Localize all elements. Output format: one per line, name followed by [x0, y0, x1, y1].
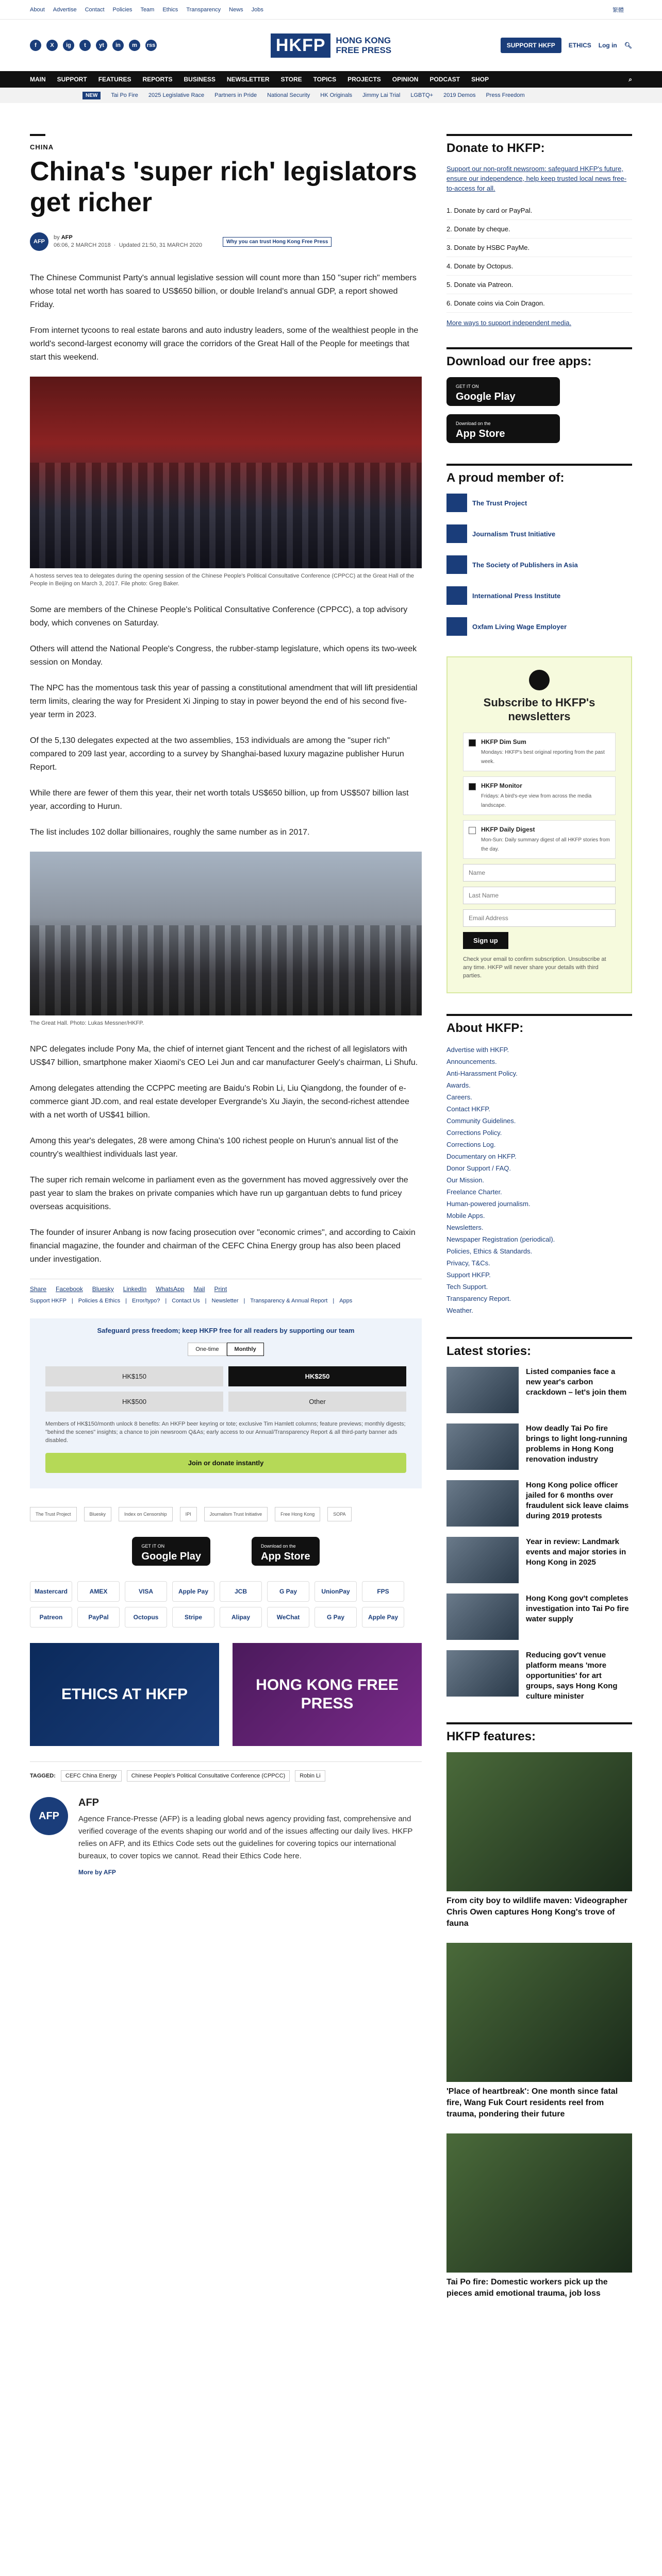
feature-image[interactable] — [446, 1943, 632, 2082]
latest-heading: Latest stories: — [446, 1337, 632, 1359]
latest-story[interactable]: Year in review: Landmark events and major stories in Hong Kong in 2025 — [446, 1537, 632, 1583]
nav-features[interactable]: FEATURES — [98, 76, 131, 83]
footer-link[interactable]: Transparency & Annual Report — [250, 1298, 328, 1304]
top-utility-bar — [0, 0, 662, 20]
mastodon-icon[interactable]: m — [129, 40, 140, 51]
share-whatsapp[interactable]: WhatsApp — [156, 1285, 185, 1293]
article-photo-great-hall — [30, 852, 422, 1015]
tags-label: TAGGED: — [30, 1773, 56, 1779]
about-link[interactable]: Documentary on HKFP. — [446, 1153, 517, 1160]
donation-widget — [30, 1318, 422, 1488]
about-link[interactable]: Careers. — [446, 1093, 472, 1101]
badge[interactable]: SOPA — [327, 1507, 351, 1521]
trending-item[interactable]: National Security — [267, 92, 310, 98]
sidebar-app-store-button[interactable]: Download on the App Store — [446, 414, 560, 443]
about-link[interactable]: Weather. — [446, 1307, 473, 1314]
checkbox[interactable] — [469, 783, 476, 790]
share-bluesky[interactable]: Bluesky — [92, 1285, 114, 1293]
author-box-bio: Agence France-Presse (AFP) is a leading global news agency providing fast, comprehensive and verified coverage of the events shaping our world and of the issues affecting our daily lives. HKFP relies on AFP, and its Ethics Code sets out the guidelines for covering topics our international bureaux, to cover topics we cannot. Read their Ethics Code here. — [78, 1815, 413, 1860]
payment-paypal-icon[interactable]: PayPal — [77, 1607, 120, 1628]
partner-badges — [30, 1507, 422, 1521]
facebook-icon[interactable]: f — [30, 40, 41, 51]
trending-item[interactable]: Press Freedom — [486, 92, 525, 98]
google-play-button[interactable]: GET IT ON Google Play — [132, 1537, 210, 1566]
tag[interactable]: Robin Li — [295, 1770, 325, 1782]
about-link[interactable]: Support HKFP. — [446, 1271, 491, 1279]
member-logos — [446, 494, 632, 636]
freq-monthly[interactable]: Monthly — [227, 1343, 264, 1356]
about-link[interactable]: Our Mission. — [446, 1176, 484, 1184]
paragraph: Of the 5,130 delegates expected at the two assemblies, 153 individuals are among the "super rich" compared to 209 last year, according to a survey by Shanghai-based luxury magazine publisher Hurun Report. — [30, 736, 404, 772]
share-bar — [30, 1279, 422, 1293]
x-icon[interactable]: X — [46, 40, 58, 51]
about-link[interactable]: Policies, Ethics & Standards. — [446, 1247, 533, 1255]
apps-heading: Download our free apps: — [446, 347, 632, 369]
newsletter-note: Check your email to confirm subscription. Unsubscribe at any time. HKFP will never share your details with third parties. — [463, 956, 606, 979]
donation-headline[interactable]: Safeguard press freedom; keep HKFP free for all readers by supporting our team — [97, 1327, 355, 1334]
nav-topics[interactable]: TOPICS — [313, 76, 337, 83]
latest-story[interactable]: Hong Kong police officer jailed for 6 months over fraudulent sick leave claims during 2019 protests — [446, 1480, 632, 1527]
nav-podcast[interactable]: PODCAST — [429, 76, 460, 83]
payment-methods — [30, 1581, 422, 1628]
topbar-link-advertise[interactable]: Advertise — [53, 6, 77, 13]
about-links — [446, 1044, 632, 1316]
paragraph: The founder of insurer Anbang is now facing prosecution over "economic crimes", and according to Caixin financial magazine, the founder and chairman of the CEFC China Energy group has also been placed under investigation. — [30, 1228, 416, 1264]
payment-patreon-icon[interactable]: Patreon — [30, 1607, 72, 1628]
about-link[interactable]: Announcements. — [446, 1058, 497, 1065]
payment-mastercard-icon[interactable]: Mastercard — [30, 1581, 72, 1602]
payment-applepay-icon[interactable]: Apple Pay — [172, 1581, 214, 1602]
amount-option[interactable]: HK$500 — [45, 1392, 223, 1412]
threads-icon[interactable]: t — [79, 40, 91, 51]
language-link[interactable]: 繁體 — [613, 7, 624, 13]
topbar-link-transparency[interactable]: Transparency — [186, 6, 221, 13]
feature-story[interactable]: 'Place of heartbreak': One month since fatal fire, Wang Fuk Court residents reel from trauma, pondering their future — [446, 1943, 632, 2120]
hkfp-promo[interactable]: HONG KONG FREE PRESS — [233, 1643, 422, 1746]
badge[interactable]: Bluesky — [84, 1507, 112, 1521]
badge[interactable]: Free Hong Kong — [275, 1507, 320, 1521]
new-badge: NEW — [82, 92, 101, 99]
payment-gpay-icon[interactable]: G Pay — [267, 1581, 309, 1602]
promo-banners — [30, 1643, 422, 1746]
badge[interactable]: Journalism Trust Initiative — [204, 1507, 268, 1521]
trending-item[interactable]: 2019 Demos — [443, 92, 476, 98]
nav-support[interactable]: SUPPORT — [57, 76, 87, 83]
ethics-link[interactable]: ETHICS — [568, 42, 591, 49]
footer-link[interactable]: Support HKFP — [30, 1298, 67, 1304]
name-input[interactable] — [463, 864, 616, 882]
payment-unionpay-icon[interactable]: UnionPay — [315, 1581, 357, 1602]
tag[interactable]: CEFC China Energy — [61, 1770, 122, 1782]
checkbox[interactable] — [469, 739, 476, 747]
byline: AFP by AFP 06:06, 2 MARCH 2018 · Updated 21:50, 31 MARCH 2020 Why you can trust Hong Kong Free Press — [30, 232, 422, 251]
share-label: Share — [30, 1285, 47, 1293]
story-thumbnail[interactable] — [446, 1423, 519, 1470]
article-tags — [30, 1761, 422, 1782]
share-linkedin[interactable]: LinkedIn — [123, 1285, 147, 1293]
share-print[interactable]: Print — [214, 1285, 227, 1293]
about-link[interactable]: Contact HKFP. — [446, 1105, 491, 1113]
paragraph: The Chinese Communist Party's annual legislative session will count more than 150 "super rich" members whose total net worth has soared to US$650 billion, or double Ireland's annual GDP, a report showed Friday. — [30, 274, 417, 309]
about-link[interactable]: Mobile Apps. — [446, 1212, 485, 1219]
payment-wechat-icon[interactable]: WeChat — [267, 1607, 309, 1628]
author-name[interactable]: AFP — [61, 234, 73, 241]
footer-link[interactable]: Contact Us — [172, 1298, 200, 1304]
feature-story[interactable]: Tai Po fire: Domestic workers pick up the pieces amid emotional trauma, job loss — [446, 2133, 632, 2299]
member-logo[interactable]: Oxfam Living Wage Employer — [446, 617, 632, 636]
about-link[interactable]: Newsletters. — [446, 1224, 484, 1231]
amount-option[interactable]: HK$150 — [45, 1366, 223, 1386]
nav-search-icon[interactable]: ⌕ — [628, 75, 632, 83]
photo-caption: The Great Hall. Photo: Lukas Messner/HKFP. — [30, 1020, 144, 1026]
freq-one-time[interactable]: One-time — [188, 1343, 226, 1356]
trending-item[interactable]: Jimmy Lai Trial — [362, 92, 401, 98]
payment-octopus-icon[interactable]: Octopus — [125, 1607, 167, 1628]
topbar-link-contact[interactable]: Contact — [85, 6, 105, 13]
topbar-link-policies[interactable]: Policies — [112, 6, 133, 13]
payment-applepay-icon[interactable]: Apple Pay — [362, 1607, 404, 1628]
linkedin-icon[interactable]: in — [112, 40, 124, 51]
nav-opinion[interactable]: OPINION — [392, 76, 419, 83]
about-link[interactable]: Privacy, T&Cs. — [446, 1259, 490, 1267]
paragraph: The NPC has the momentous task this year of passing a constitutional amendment that will lift presidential term limits, clearing the way for President Xi Jinping to stay in power beyond the end of his second five-year term in 2023. — [30, 684, 418, 719]
support-hkfp-button[interactable]: SUPPORT HKFP — [501, 38, 561, 53]
newsletter-title: Subscribe to HKFP's newsletters — [483, 696, 595, 723]
paragraph: The list includes 102 dollar billionaires, roughly the same number as in 2017. — [30, 828, 310, 837]
publish-date: 06:06, 2 MARCH 2018 — [54, 242, 111, 248]
story-thumbnail[interactable] — [446, 1480, 519, 1527]
trending-item[interactable]: Partners in Pride — [214, 92, 257, 98]
amount-option[interactable]: Other — [228, 1392, 406, 1412]
donation-frequency — [45, 1343, 406, 1356]
checkbox[interactable] — [469, 827, 476, 834]
about-link[interactable]: Community Guidelines. — [446, 1117, 516, 1125]
paragraph: Among delegates attending the CCPPC meeting are Baidu's Robin Li, Liu Qiangdong, the founder of e-commerce giant JD.com, and real estate developer Evergrande's Xu Jiayin, the second-richest attendee with a net worth of US$41 billion. — [30, 1084, 409, 1120]
author-box — [30, 1797, 422, 1877]
nav-business[interactable]: BUSINESS — [184, 76, 216, 83]
payment-gpay-icon[interactable]: G Pay — [315, 1607, 357, 1628]
newsletter-signup — [446, 656, 632, 993]
about-link[interactable]: Transparency Report. — [446, 1295, 511, 1302]
share-facebook[interactable]: Facebook — [56, 1285, 83, 1293]
nav-newsletter[interactable]: NEWSLETTER — [226, 76, 270, 83]
latest-story[interactable]: How deadly Tai Po fire brings to light long-running problems in Hong Kong renovation industry — [446, 1423, 632, 1470]
payment-stripe-icon[interactable]: Stripe — [172, 1607, 214, 1628]
newsletter-option[interactable]: HKFP Monitor Fridays: A bird's-eye view from across the media landscape. — [463, 776, 616, 815]
app-store-button[interactable]: Download on the App Store — [252, 1537, 320, 1566]
article-photo-cppcc — [30, 377, 422, 568]
social-links — [30, 40, 226, 51]
about-link[interactable]: Anti-Harassment Policy. — [446, 1070, 518, 1077]
main-navigation — [0, 71, 662, 88]
signup-button[interactable]: Sign up — [463, 932, 508, 949]
donate-option[interactable]: 2. Donate by cheque. — [446, 220, 632, 239]
trust-link[interactable]: Why you can trust Hong Kong Free Press — [223, 237, 332, 247]
more-by-author-link[interactable]: More by AFP — [78, 1869, 116, 1876]
paragraph: Among this year's delegates, 28 were among China's 100 richest people on Hurun's annual list of the country's wealthiest individuals last year. — [30, 1137, 399, 1159]
member-heading: A proud member of: — [446, 464, 632, 485]
story-thumbnail[interactable] — [446, 1537, 519, 1583]
tag[interactable]: Chinese People's Political Consultative Conference (CPPCC) — [127, 1770, 290, 1782]
more-ways-link[interactable]: More ways to support independent media. — [446, 319, 572, 327]
section-bar — [30, 134, 45, 136]
payment-visa-icon[interactable]: VISA — [125, 1581, 167, 1602]
photo-caption: A hostess serves tea to delegates during the opening session of the Chinese People's Political Consultative Conference (CPPCC) at the Great Hall of the People in Beijing on March 3, 2017. File photo: Greg Baker. — [30, 573, 415, 587]
donate-option[interactable]: 6. Donate coins via Coin Dragon. — [446, 294, 632, 313]
donate-option[interactable]: 3. Donate by HSBC PayMe. — [446, 239, 632, 257]
features-heading: HKFP features: — [446, 1722, 632, 1744]
feature-story[interactable]: From city boy to wildlife maven: Videographer Chris Owen captures Hong Kong's trove of fauna — [446, 1752, 632, 1929]
badge[interactable]: Index on Censorship — [119, 1507, 173, 1521]
member-logo[interactable]: The Society of Publishers in Asia — [446, 555, 632, 574]
paragraph: NPC delegates include Pony Ma, the chief of internet giant Tencent and the richest of all legislators with US$47 billion, smartphone maker Xiaomi's CEO Lei Jun and car manufacturer Geely's chairman, Li Shufu. — [30, 1045, 418, 1067]
about-link[interactable]: Freelance Charter. — [446, 1188, 502, 1196]
topbar-link-ethics[interactable]: Ethics — [162, 6, 178, 13]
latest-story[interactable]: Reducing gov't venue platform means 'more opportunities' for art groups, says Hong Kong culture minister — [446, 1650, 632, 1702]
member-logo[interactable]: The Trust Project — [446, 494, 632, 512]
email-input[interactable] — [463, 909, 616, 927]
paragraph: From internet tycoons to real estate barons and auto industry leaders, some of the wealthiest people in the world's second-largest economy will grace the corridors of the Great Hall of the People for meetings that start this weekend. — [30, 326, 419, 362]
mail-icon — [529, 670, 550, 690]
donate-heading: Donate to HKFP: — [446, 134, 632, 156]
topbar-link-about[interactable]: About — [30, 6, 45, 13]
about-link[interactable]: Newspaper Registration (periodical). — [446, 1235, 555, 1243]
latest-story[interactable]: Hong Kong gov't completes investigation into Tai Po fire water supply — [446, 1594, 632, 1640]
donate-option[interactable]: 1. Donate by card or PayPal. — [446, 201, 632, 220]
footer-link[interactable]: Newsletter — [211, 1298, 239, 1304]
topbar-link-jobs[interactable]: Jobs — [251, 6, 263, 13]
member-logo[interactable]: Journalism Trust Initiative — [446, 524, 632, 543]
nav-main[interactable]: MAIN — [30, 76, 46, 83]
site-header — [0, 20, 662, 71]
search-icon[interactable]: 🔍︎ — [624, 42, 632, 49]
topbar-link-news[interactable]: News — [229, 6, 243, 13]
sidebar-google-play-button[interactable]: GET IT ON Google Play — [446, 377, 560, 406]
donate-option[interactable]: 5. Donate via Patreon. — [446, 276, 632, 294]
nav-reports[interactable]: REPORTS — [142, 76, 173, 83]
trending-item[interactable]: HK Originals — [320, 92, 353, 98]
payment-amex-icon[interactable]: AMEX — [77, 1581, 120, 1602]
share-mail[interactable]: Mail — [193, 1285, 205, 1293]
badge[interactable]: The Trust Project — [30, 1507, 77, 1521]
paragraph: Others will attend the National People's Congress, the rubber-stamp legislature, which opens its two-week session on Monday. — [30, 645, 417, 667]
about-link[interactable]: Awards. — [446, 1081, 471, 1089]
article-footer-links: Support HKFP | Policies & Ethics | Error/typo? | Contact Us | Newsletter | Transparency & Annual Report | Apps — [30, 1298, 353, 1304]
latest-story[interactable]: Listed companies face a new year's carbon crackdown – let's join them — [446, 1367, 632, 1413]
topbar-link-team[interactable]: Team — [140, 6, 155, 13]
footer-link[interactable]: Policies & Ethics — [78, 1298, 121, 1304]
payment-fps-icon[interactable]: FPS — [362, 1581, 404, 1602]
about-link[interactable]: Human-powered journalism. — [446, 1200, 531, 1208]
amount-option-selected[interactable]: HK$250 — [228, 1366, 406, 1386]
trending-item[interactable]: Tai Po Fire — [111, 92, 138, 98]
last-name-input[interactable] — [463, 887, 616, 904]
logo-name: HONG KONG FREE PRESS — [336, 36, 392, 55]
story-thumbnail[interactable] — [446, 1650, 519, 1697]
paragraph: The super rich remain welcome in parliament even as the government has moved aggressively over the past year to slam the brakes on private companies which have run up gargantuan debts to fund pricey overseas acquisitions. — [30, 1176, 408, 1211]
donate-button[interactable]: Join or donate instantly — [45, 1453, 406, 1473]
about-link[interactable]: Corrections Log. — [446, 1141, 496, 1148]
member-logo[interactable]: International Press Institute — [446, 586, 632, 605]
trending-item[interactable]: LGBTQ+ — [410, 92, 434, 98]
payment-jcb-icon[interactable]: JCB — [220, 1581, 262, 1602]
updated-date: Updated 21:50, 31 MARCH 2020 — [119, 242, 202, 248]
feature-image[interactable] — [446, 1752, 632, 1891]
payment-alipay-icon[interactable]: Alipay — [220, 1607, 262, 1628]
logo-mark: HKFP — [271, 33, 331, 58]
story-thumbnail[interactable] — [446, 1367, 519, 1413]
feature-image[interactable] — [446, 2133, 632, 2273]
app-store-buttons — [30, 1537, 422, 1566]
donate-options — [446, 201, 632, 313]
article — [30, 134, 422, 2320]
about-link[interactable]: Advertise with HKFP. — [446, 1046, 509, 1054]
donation-amounts — [45, 1366, 406, 1412]
badge[interactable]: IPI — [180, 1507, 197, 1521]
about-link[interactable]: Donor Support / FAQ. — [446, 1164, 511, 1172]
donation-benefits: Members of HK$150/month unlock 8 benefits: An HKFP beer keyring or tote; exclusive Tim Hamlett columns; feature previews; monthly digests; "behind the scenes" insights; a chance to join newsroom Q&As; early access to our Annual/Transparency Report & all third-party banner ads disabled. — [45, 1421, 406, 1444]
nav-store[interactable]: STORE — [280, 76, 302, 83]
paragraph: Some are members of the Chinese People's Political Consultative Conference (CPPCC), a top advisory body, which convenes on Saturday. — [30, 605, 408, 628]
site-logo[interactable] — [226, 33, 436, 58]
rss-icon[interactable]: rss — [145, 40, 157, 51]
about-link[interactable]: Tech Support. — [446, 1283, 488, 1291]
sidebar — [446, 134, 632, 2320]
newsletter-option[interactable]: HKFP Dim Sum Mondays: HKFP's best original reporting from the past week. — [463, 733, 616, 771]
footer-link[interactable]: Apps — [339, 1298, 353, 1304]
nav-shop[interactable]: SHOP — [471, 76, 489, 83]
about-link[interactable]: Corrections Policy. — [446, 1129, 502, 1137]
article-title: China's 'super rich' legislators get richer — [30, 157, 417, 217]
footer-link[interactable]: Error/typo? — [131, 1298, 160, 1304]
trending-item[interactable]: 2025 Legislative Race — [148, 92, 205, 98]
trending-bar — [0, 88, 662, 103]
youtube-icon[interactable]: yt — [96, 40, 107, 51]
author-box-avatar[interactable]: AFP — [30, 1797, 68, 1835]
ethics-promo[interactable]: ETHICS AT HKFP — [30, 1643, 219, 1746]
paragraph: While there are fewer of them this year, their net worth totals US$650 billion, up from US$507 billion last year, according to Hurun. — [30, 789, 409, 811]
donate-intro: Support our non-profit newsroom: safeguard HKFP's future, ensure our independence, help keep trusted local news free-to-access for all. — [446, 165, 627, 192]
author-box-name[interactable]: AFP — [78, 1797, 99, 1808]
author-avatar[interactable]: AFP — [30, 232, 48, 251]
login-link[interactable]: Log in — [598, 42, 617, 49]
about-heading: About HKFP: — [446, 1014, 632, 1036]
section-label[interactable]: CHINA — [30, 143, 54, 151]
nav-projects[interactable]: PROJECTS — [347, 76, 381, 83]
newsletter-option[interactable]: HKFP Daily Digest Mon-Sun: Daily summary digest of all HKFP stories from the day. — [463, 820, 616, 859]
story-thumbnail[interactable] — [446, 1594, 519, 1640]
donate-option[interactable]: 4. Donate by Octopus. — [446, 257, 632, 276]
instagram-icon[interactable]: ig — [63, 40, 74, 51]
